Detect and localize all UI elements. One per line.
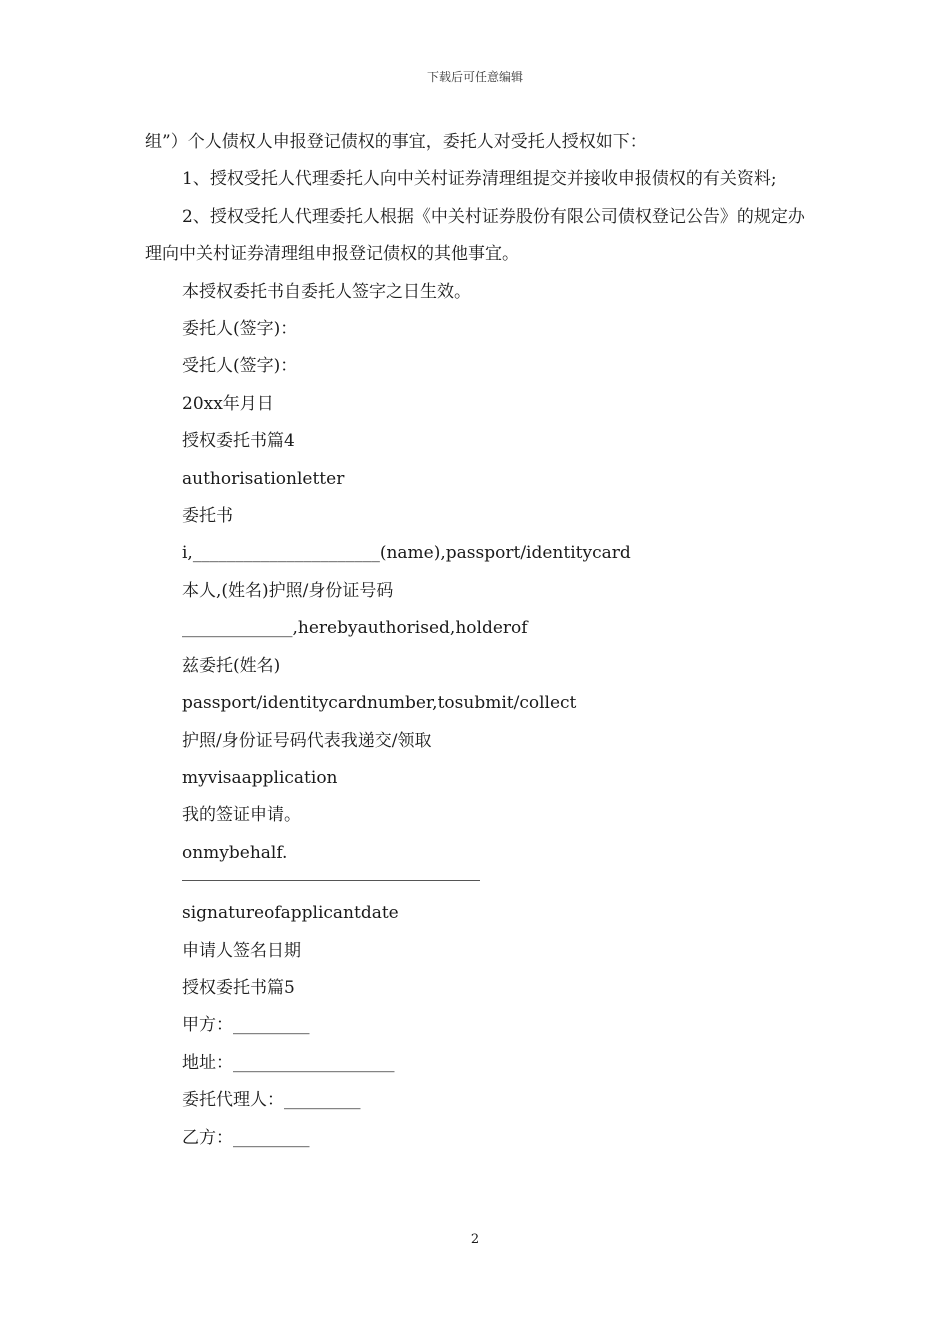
paragraph-line: 本授权委托书自委托人签字之日生效。 (182, 281, 471, 302)
paragraph-line: i,______________________(name),passport/identitycard (182, 543, 631, 564)
signature-line (182, 880, 480, 881)
address-field: 地址：___________________ (182, 1052, 395, 1073)
section-heading: 授权委托书篇5 (182, 977, 295, 998)
document-body (145, 124, 810, 1157)
paragraph-line: passport/identitycardnumber,tosubmit/collect (182, 693, 577, 714)
page-header: 下载后可任意编辑 (426, 70, 523, 84)
paragraph-line: myvisaapplication (182, 767, 338, 788)
paragraph-item-2: 2、授权受托人代理委托人根据《中关村证券股份有限公司债权登记公告》的规定办理向中关村证券清理组申报登记债权的其他事宜。 (145, 206, 805, 265)
paragraph-line: 组”）个人债权人申报登记债权的事宜，委托人对受托人授权如下： (145, 132, 647, 152)
paragraph-item-1: 1、授权受托人代理委托人向中关村证券清理组提交并接收申报债权的有关资料; (182, 169, 777, 190)
paragraph-line: signatureofapplicantdate (182, 903, 399, 924)
agent-signature-label: 受托人(签字)： (182, 356, 298, 377)
paragraph-line: authorisationletter (182, 468, 345, 489)
date-line: 20xx年月日 (182, 393, 274, 414)
paragraph-line: 兹委托(姓名) (182, 655, 281, 676)
paragraph-line: 我的签证申请。 (182, 805, 301, 826)
party-b-field: 乙方：_________ (182, 1127, 310, 1148)
page-number: 2 (470, 1232, 480, 1247)
paragraph-line: onmybehalf. (182, 842, 288, 863)
principal-signature-label: 委托人(签字)： (182, 319, 298, 340)
paragraph-line: 委托书 (182, 506, 233, 527)
paragraph-line: 本人,(姓名)护照/身份证号码 (182, 580, 394, 601)
section-heading: 授权委托书篇4 (182, 431, 295, 452)
paragraph-line: 申请人签名日期 (182, 940, 301, 961)
paragraph-line: 护照/身份证号码代表我递交/领取 (182, 730, 432, 751)
paragraph-line: _____________,herebyauthorised,holderof (182, 618, 528, 639)
agent-field: 委托代理人：_________ (182, 1090, 361, 1111)
party-a-field: 甲方：_________ (182, 1015, 310, 1036)
